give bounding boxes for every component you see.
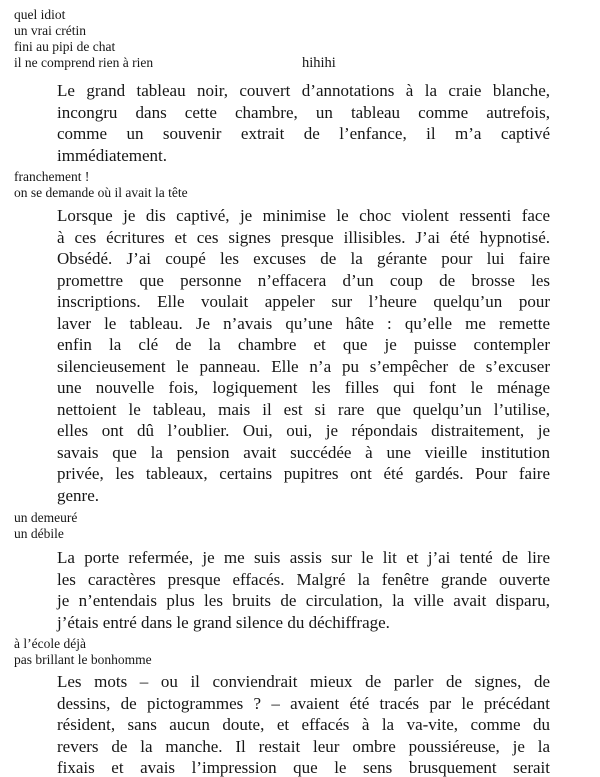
text-line: revers de la manche. Il restait leur ombre poussiéreuse, je la <box>57 736 550 756</box>
text-line: un demeuré <box>14 510 78 525</box>
text-line: Lorsque je dis captivé, je minimise le choc violent ressenti face <box>57 206 550 225</box>
text-line: une nouvelle fois, logiquement les filles qui font le ménage <box>57 378 550 397</box>
text-line: incongru dans cette chambre, un tableau comme autrefois, <box>57 102 550 122</box>
text-line: on se demande où il avait la tête <box>14 185 188 200</box>
text-line: comme un souvenir extrait de l’enfance, il m’a captivé <box>57 124 550 143</box>
text-line: les caractères presque effacés. Malgré la fenêtre grande ouverte <box>57 569 550 589</box>
text-line: inscriptions. Elle voulait appeler sur l’heure quelqu’un pour <box>57 292 550 311</box>
text-line: pas brillant le bonhomme <box>14 652 152 667</box>
paragraph-1 <box>57 80 550 166</box>
text-line: il ne comprend rien à rien <box>14 55 154 70</box>
text-line: un débile <box>14 526 64 541</box>
margin-annotation-group-2 <box>14 169 600 201</box>
paragraph-2 <box>57 205 550 506</box>
text-line: Le grand tableau noir, couvert d’annotations à la craie blanche, <box>57 81 550 100</box>
text-line: elles ont dû l’oublier. Oui, oui, je répondais distraitement, je <box>57 421 550 440</box>
text-line: silencieusement le panneau. Elle n’a pu s’empêcher de s’excuser <box>57 356 550 376</box>
text-line: résident, sans aucun doute, et effacés à la va-vite, comme du <box>57 715 550 734</box>
text-line: fini au pipi de chat <box>14 39 116 54</box>
margin-annotation-group-4 <box>14 636 600 668</box>
text-line: La porte refermée, je me suis assis sur le lit et j’ai tenté de lire <box>57 548 550 567</box>
text-line: laver le tableau. Je n’avais qu’une hâte : qu’elle me remette <box>57 313 550 333</box>
text-line: enfin la clé de la chambre et que je puisse contempler <box>57 335 550 354</box>
text-line: je n’entendais plus les bruits de circulation, la ville avait disparu, <box>57 591 550 610</box>
text-line: j’étais entré dans le grand silence du déchiffrage. <box>57 612 390 632</box>
text-line: franchement ! <box>14 169 90 184</box>
margin-annotation-laughter: hihihi <box>302 55 336 71</box>
text-line: Les mots – ou il conviendrait mieux de parler de signes, de <box>57 672 550 691</box>
text-line: à ces écritures et ces signes presque illisibles. J’ai été hypnotisé. <box>57 227 550 247</box>
margin-annotation-group-3 <box>14 510 600 542</box>
text-line: fixais et avais l’impression que le sens brusquement serait <box>57 758 550 777</box>
text-line: quel idiot <box>14 7 66 22</box>
text-line: à l’école déjà <box>14 636 86 651</box>
text-line: nettoient le tableau, mais il est si rare que quelqu’un l’utilise, <box>57 399 550 419</box>
paragraph-4 <box>57 671 550 777</box>
text-line: Obsédé. J’ai coupé les excuses de la gérante pour lui faire <box>57 249 550 268</box>
text-line: privée, les tableaux, certains pupitres ont été gardés. Pour faire <box>57 464 550 483</box>
text-line: dessins, de pictogrammes ? – avaient été tracés par le précédant <box>57 693 550 713</box>
text-line: savais que la pension avait succédée à une vieille institution <box>57 442 550 462</box>
text-line: immédiatement. <box>57 145 167 165</box>
text-line: genre. <box>57 485 100 505</box>
text-line: promettre que personne n’effacera d’un coup de brosse les <box>57 270 550 290</box>
text-line: un vrai crétin <box>14 23 86 38</box>
paragraph-3 <box>57 547 550 633</box>
margin-annotation-group-1 <box>14 7 600 71</box>
